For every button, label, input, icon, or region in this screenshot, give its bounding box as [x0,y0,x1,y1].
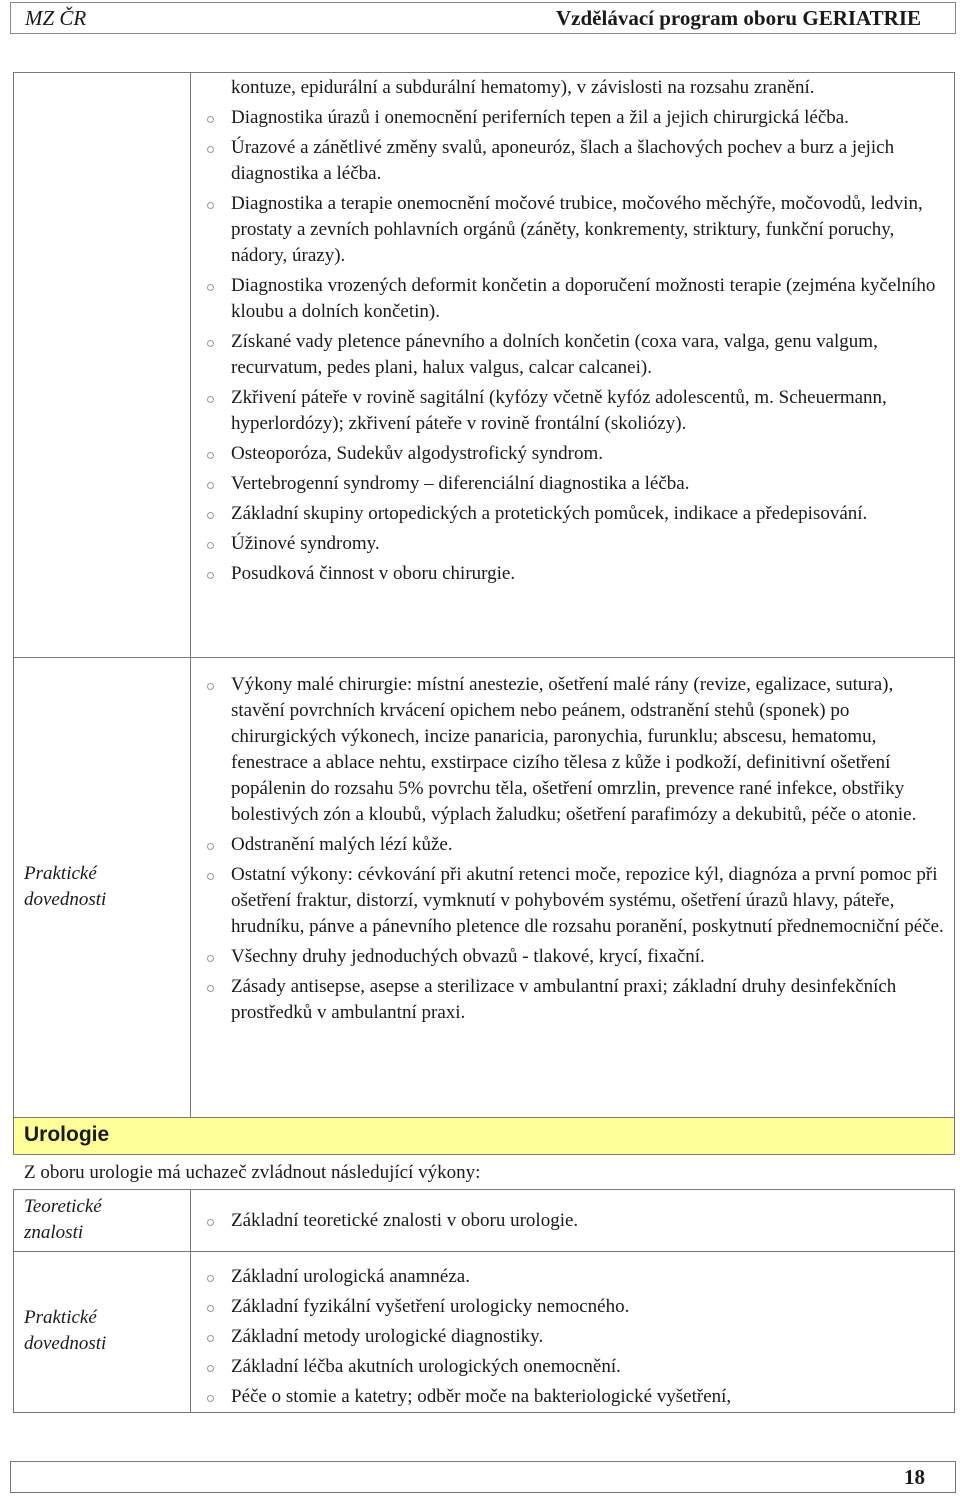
block1-list [199,105,944,587]
practice-label-cell [13,1251,191,1413]
list-item: Odstranění malých lézí kůže. [199,832,944,858]
list-item: Získané vady pletence pánevního a dolních končetin (coxa vara, valga, genu valgum, recurvatum, pedes plani, halux valgus, calcar calcanei). [199,329,944,381]
list-item: Úrazové a zánětlivé změny svalů, aponeuróz, šlach a šlachových pochev a burz a jejich diagnostika a léčba. [199,135,944,187]
list-item: Diagnostika úrazů i onemocnění periferních tepen a žil a jejich chirurgická léčba. [199,105,944,131]
list-item: Všechny druhy jednoduchých obvazů - tlakové, krycí, fixační. [199,944,944,970]
list-item: Diagnostika vrozených deformit končetin a doporučení možnosti terapie (zejména kyčelního kloubu a dolních končetin). [199,273,944,325]
practice-label: Praktické dovednosti [24,1307,107,1354]
theory-content-cell [190,1189,955,1252]
list-item: Úžinové syndromy. [199,531,944,557]
list-item: Posudková činnost v oboru chirurgie. [199,561,944,587]
practice-content-cell [190,1251,955,1413]
list-item: Osteoporóza, Sudekův algodystrofický syndrom. [199,441,944,467]
list-item: Zkřivení páteře v rovině sagitální (kyfózy včetně kyfóz adolescentů, m. Scheuermann, hyperlordózy); zkřivení páteře v rovině frontální (skoliózy). [199,385,944,437]
list-item: Základní skupiny ortopedických a protetických pomůcek, indikace a předepisování. [199,501,944,527]
list-item: Základní metody urologické diagnostiky. [199,1324,944,1350]
theory-label: Teoretické znalosti [24,1196,102,1243]
list-item: Diagnostika a terapie onemocnění močové trubice, močového měchýře, močovodů, ledvin, prostaty a zevních pohlavních orgánů (záněty, konkrementy, striktury, funkční poruchy, nádory, úrazy). [199,191,944,269]
practice-list [199,1264,944,1410]
list-item: Ostatní výkony: cévkování při akutní retenci moče, repozice kýl, diagnóza a první pomoc při ošetření fraktur, distorzí, vymknutí v pohybovém systému, ošetření úrazů hlavy, páteře, hrudníku, pánve a pánevního pletence dle rozsahu poranění, poskytnutí přednemocniční péče. [199,862,944,940]
block1-content-cell [190,72,955,658]
header-title: Vzdělávací program oboru GERIATRIE [556,6,921,30]
list-item: Základní urologická anamnéza. [199,1264,944,1290]
block2-list [199,672,944,1026]
block2-label: Praktické dovednosti [24,863,107,910]
block2-content-cell [190,657,955,1118]
section-heading-urologie [13,1117,955,1155]
block2-label-cell [13,657,191,1118]
list-item: Základní fyzikální vyšetření urologicky nemocného. [199,1294,944,1320]
page-header [10,2,956,34]
page-footer [10,1461,956,1493]
page-number: 18 [904,1465,925,1489]
list-item: Zásady antisepse, asepse a sterilizace v ambulantní praxi; základní druhy desinfekčních prostředků v ambulantní praxi. [199,974,944,1026]
theory-label-cell [13,1189,191,1252]
list-item: Vertebrogenní syndromy – diferenciální diagnostika a léčba. [199,471,944,497]
section-title: Urologie [24,1123,110,1146]
list-item: Výkony malé chirurgie: místní anestezie, ošetření malé rány (revize, egalizace, sutura), stavění povrchních krvácení opichem nebo peánem, odstranění stehů (sponek) po chirurgických výkonech, incize panaricia, paronychia, furunklu; abscesu, hematomu, fenestrace a ablace nehtu, exstirpace cizího tělesa z kůže i podkoží, definitivní ošetření popálenin do rozsahu 5% povrchu těla, ošetření omrzlin, prevence rané infekce, obstřiky bolestivých zón a kloubů, výplach žaludku; ošetření parafimózy a dekubitů, péče o atonie. [199,672,944,828]
theory-list [199,1208,944,1234]
urologie-intro: Z oboru urologie má uchazeč zvládnout následující výkony: [24,1162,481,1183]
list-item: Základní léčba akutních urologických onemocnění. [199,1354,944,1380]
list-item: Péče o stomie a katetry; odběr moče na bakteriologické vyšetření, [199,1384,944,1410]
block1-label-cell [13,72,191,658]
header-left: MZ ČR [25,6,87,30]
list-item: Základní teoretické znalosti v oboru urologie. [199,1208,944,1234]
block1-continuation: kontuze, epidurální a subdurální hematomy), v závislosti na rozsahu zranění. [231,77,815,98]
